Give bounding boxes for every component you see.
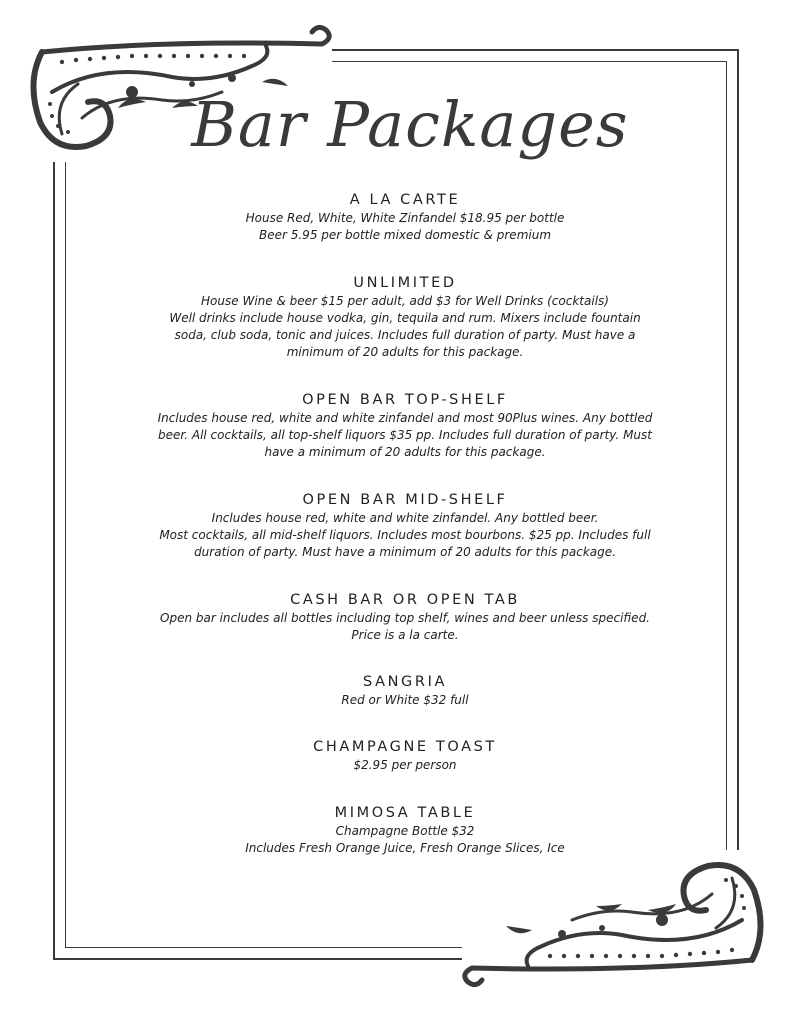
section-line: duration of party. Must have a minimum of 20 adults for this package. (194, 545, 616, 560)
section-line: have a minimum of 20 adults for this package. (264, 445, 546, 460)
section-line: Open bar includes all bottles including top shelf, wines and beer unless specified. (160, 610, 650, 625)
section-heading: UNLIMITED (353, 274, 457, 291)
section-line: House Wine & beer $15 per adult, add $3 for Well Drinks (cocktails) (201, 293, 609, 308)
section-a-la-carte (120, 192, 690, 245)
section-line: Beer 5.95 per bottle mixed domestic & premium (258, 228, 552, 243)
section-cash-bar (120, 592, 690, 645)
section-open-bar-mid-shelf (120, 492, 690, 562)
section-heading: CASH BAR OR OPEN TAB (290, 591, 520, 608)
section-heading: OPEN BAR MID-SHELF (302, 491, 508, 508)
section-heading: A LA CARTE (349, 192, 461, 208)
section-heading: CHAMPAGNE TOAST (313, 739, 497, 756)
section-line: Well drinks include house vodka, gin, tequila and rum. Mixers include fountain (169, 310, 641, 325)
page-title: Bar Packages (191, 88, 629, 161)
section-line: Price is a la carte. (351, 627, 459, 642)
section-line: minimum of 20 adults for this package. (286, 345, 524, 360)
section-line: $2.95 per person (353, 758, 457, 773)
section-open-bar-top-shelf (120, 392, 690, 462)
section-unlimited (120, 275, 690, 362)
section-line: Includes house red, white and white zinfandel and most 90Plus wines. Any bottled (157, 410, 653, 425)
section-line: Includes house red, white and white zinfandel. Any bottled beer. (211, 510, 599, 525)
section-line: House Red, White, White Zinfandel $18.95 per bottle (245, 211, 565, 225)
section-heading: MIMOSA TABLE (334, 804, 476, 821)
section-mimosa-table (120, 805, 690, 858)
section-champagne-toast (120, 739, 690, 774)
section-line: Includes Fresh Orange Juice, Fresh Orange Slices, Ice (245, 841, 565, 856)
section-sangria (120, 674, 690, 709)
section-heading: OPEN BAR TOP-SHELF (302, 391, 508, 408)
section-line: Most cocktails, all mid-shelf liquors. Includes most bourbons. $25 pp. Includes full (159, 527, 651, 542)
menu-content (120, 192, 690, 887)
section-heading: SANGRIA (363, 674, 447, 691)
section-line: soda, club soda, tonic and juices. Includes full duration of party. Must have a (174, 328, 636, 343)
section-line: Champagne Bottle $32 (335, 823, 475, 838)
section-line: beer. All cocktails, all top-shelf liquors $35 pp. Includes full duration of party. Must (158, 428, 652, 443)
section-line: Red or White $32 full (341, 693, 469, 708)
